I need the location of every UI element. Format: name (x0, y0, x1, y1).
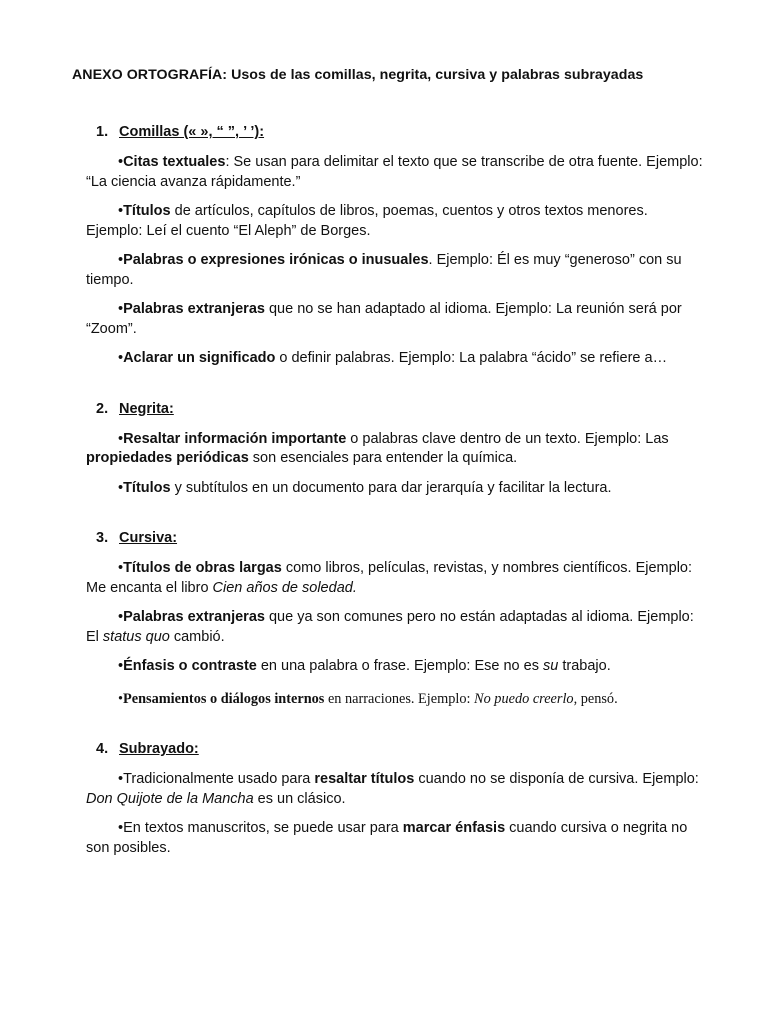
text-run: en una palabra o frase. Ejemplo: Ese no es (256, 658, 543, 674)
text-run: cuando no se disponía de cursiva. Ejemplo: (414, 771, 699, 787)
text-run: cambió. (169, 628, 225, 645)
bold-text: Resaltar información importante (123, 430, 347, 447)
text-run: • (118, 154, 124, 170)
text-run: y subtítulos en un documento para dar jerarquía y facilitar la lectura. (170, 479, 612, 496)
sections-container (86, 124, 708, 858)
italic-text: No puedo creerlo (474, 690, 574, 707)
section-number: 4. (96, 741, 109, 757)
section-heading (86, 124, 708, 140)
text-run: en narraciones. Ejemplo: (324, 690, 475, 707)
bold-text: Palabras extranjeras (123, 609, 265, 625)
section-title: Subrayado: (119, 741, 199, 757)
bold-text: Palabras extranjeras (123, 301, 265, 317)
italic-text: status quo (102, 628, 170, 645)
bold-text: Títulos de obras largas (123, 560, 282, 576)
text-run: de artículos, capítulos de libros, poemas, cuentos y otros textos menores. Ejemplo: Leí el cuento “El Aleph” de Borges. (86, 203, 648, 239)
text-run: cuando cursiva o negrita no son posibles. (86, 820, 688, 856)
text-run: •Tradicionalmente usado para (118, 771, 315, 787)
bullet-paragraph (86, 300, 708, 339)
bullet-paragraph (86, 430, 708, 469)
italic-text: su (543, 658, 559, 674)
bullet-paragraph (86, 690, 708, 710)
section (86, 124, 708, 369)
bullet-paragraph (86, 202, 708, 241)
document-title: ANEXO ORTOGRAFÍA: Usos de las comillas, negrita, cursiva y palabras subrayadas (72, 67, 644, 83)
section (86, 401, 708, 499)
section (86, 530, 708, 709)
bullet-paragraph (86, 770, 708, 809)
section-title: Comillas (« », “ ”, ’ ’): (119, 124, 265, 140)
bullet-paragraph (86, 479, 708, 499)
bullet-paragraph (86, 251, 708, 290)
section-number: 1. (96, 124, 109, 140)
italic-text: Don Quijote de la Mancha (86, 790, 254, 807)
section-number: 3. (96, 530, 109, 546)
text-run: • (118, 252, 124, 268)
text-run: • (118, 479, 124, 496)
text-run: como libros, películas, revistas, y nombres científicos. Ejemplo: Me encanta el libro (86, 560, 693, 596)
section-heading (86, 530, 708, 546)
text-run: • (118, 350, 124, 366)
bullet-paragraph (86, 819, 708, 858)
text-run: : Se usan para delimitar el texto que se transcribe de otra fuente. Ejemplo: “La ciencia avanza rápidamente.” (86, 154, 703, 190)
bold-text: Énfasis o contraste (123, 658, 257, 674)
bullet-paragraph (86, 657, 708, 677)
bold-text: marcar énfasis (402, 820, 506, 836)
text-run: o palabras clave dentro de un texto. Ejemplo: Las (346, 430, 669, 447)
bold-text: Pensamientos o diálogos internos (123, 690, 325, 707)
text-run: • (118, 690, 124, 707)
text-run: es un clásico. (253, 790, 346, 807)
text-run: , pensó. (573, 690, 618, 707)
bullet-paragraph (86, 559, 708, 598)
text-run: que ya son comunes pero no están adaptadas al idioma. Ejemplo: El (86, 609, 694, 645)
text-run: que no se han adaptado al idioma. Ejemplo: La reunión será por “Zoom”. (86, 301, 682, 337)
bold-text: Aclarar un significado (123, 350, 276, 366)
section-heading (86, 401, 708, 417)
text-run: . Ejemplo: Él es muy “generoso” con su tiempo. (86, 252, 682, 288)
section-heading (86, 741, 708, 757)
section (86, 741, 708, 858)
italic-text: Cien años de soledad. (212, 579, 357, 596)
bullet-paragraph (86, 349, 708, 369)
text-run: • (118, 203, 124, 219)
text-run: • (118, 301, 124, 317)
text-run: son esenciales para entender la química. (248, 450, 518, 466)
bullet-paragraph (86, 153, 708, 192)
section-title: Cursiva: (119, 530, 178, 546)
text-run: o definir palabras. Ejemplo: La palabra “ácido” se refiere a… (275, 350, 668, 366)
text-run: • (118, 560, 124, 576)
text-run: •En textos manuscritos, se puede usar para (118, 820, 403, 836)
text-run: • (118, 430, 124, 447)
bullet-paragraph (86, 608, 708, 647)
bold-text: Citas textuales (123, 154, 226, 170)
text-run: • (118, 658, 124, 674)
text-run: • (118, 609, 124, 625)
section-number: 2. (96, 400, 109, 417)
bold-text: Palabras o expresiones irónicas o inusuales (123, 252, 429, 268)
bold-text: Títulos (123, 479, 171, 496)
section-title: Negrita: (119, 400, 174, 417)
bold-text: propiedades periódicas (86, 450, 249, 466)
bold-text: resaltar títulos (314, 771, 415, 787)
bold-text: Títulos (123, 203, 171, 219)
text-run: trabajo. (558, 658, 611, 674)
